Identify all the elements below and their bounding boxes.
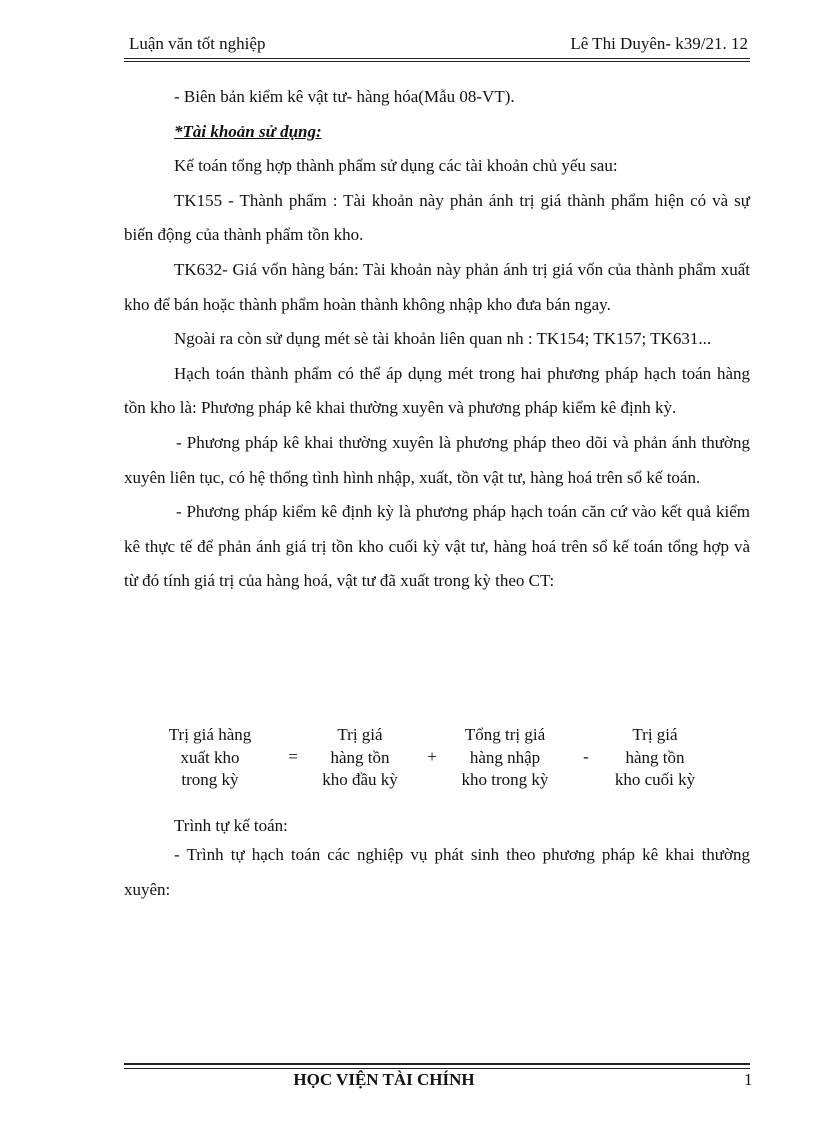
header-left-title: Luận văn tốt nghiệp xyxy=(129,34,266,53)
page-number: 1 xyxy=(744,1070,753,1089)
section-heading-text: *Tài khoản sử dụng: xyxy=(174,121,322,141)
formula-term-imported: Tổng trị giá hàng nhập kho trong kỳ xyxy=(461,725,549,789)
paragraph-periodic: - Phương pháp kiểm kê định kỳ là phương pháp hạch toán căn cứ vào kết quả kiểm kê thực tế để phản ánh giá trị tồn kho cuối kỳ vật tư, hàng hoá trên sổ kế toán tổng hợp và từ đó tính giá trị của hàng hoá, vật tư đã xuất trong kỳ theo CT: xyxy=(124,502,750,591)
formula-term-opening: Trị giá hàng tồn kho đầu kỳ xyxy=(322,725,398,789)
accounting-procedure xyxy=(124,814,750,907)
formula-term-closing: Trị giá hàng tồn kho cuối kỳ xyxy=(614,725,696,789)
paragraph-methods: Hạch toán thành phẩm có thể áp dụng mét trong hai phương pháp hạch toán hàng tồn kho là: Phương pháp kê khai thường xuyên và phương pháp kiểm kê định kỳ. xyxy=(124,363,750,418)
paragraph-tk155: TK155 - Thành phẩm : Tài khoản này phản ánh trị giá thành phẩm hiện có và sự biến động của thành phẩm tồn kho. xyxy=(124,190,750,245)
paragraph-other-accounts: Ngoài ra còn sử dụng mét sè tài khoản liên quan nh : TK154; TK157; TK631... xyxy=(174,329,712,349)
paragraph-tk632: TK632- Giá vốn hàng bán: Tài khoản này phản ánh trị giá vốn của thành phẩm xuất kho để bán hoặc thành phẩm hoàn thành không nhập kho đưa bán ngay. xyxy=(124,259,750,314)
formula-minus: - xyxy=(583,747,589,766)
body-line-bien-ban: - Biên bản kiểm kê vật tư- hàng hóa(Mẫu 08-VT). xyxy=(174,87,515,106)
formula-term-exported: Trị giá hàng xuất kho trong kỳ xyxy=(168,725,252,789)
formula-equals: = xyxy=(288,747,298,766)
procedure-text: - Trình tự hạch toán các nghiệp vụ phát sinh theo phương pháp kê khai thường xuyên: xyxy=(124,845,750,899)
procedure-title: Trình tự kế toán: xyxy=(174,816,288,835)
formula-plus: + xyxy=(427,747,437,766)
header-author: Lê Thi Duyên- k39/21. 12 xyxy=(570,34,748,53)
paragraph-perpetual: - Phương pháp kê khai thường xuyên là phương pháp theo dõi và phản ánh thường xuyên liên tục, có hệ thống tình hình nhập, xuất, tồn vật tư, hàng hoá trên sổ kế toán. xyxy=(124,432,750,487)
document-body xyxy=(124,80,750,599)
header-divider xyxy=(124,58,750,62)
section-heading xyxy=(124,115,750,150)
paragraph-1: Kế toán tổng hợp thành phẩm sử dụng các tài khoản chủ yếu sau: xyxy=(174,156,618,176)
inventory-formula xyxy=(0,724,816,794)
footer-divider xyxy=(124,1063,750,1069)
footer-institution: HỌC VIỆN TÀI CHÍNH xyxy=(293,1070,475,1089)
